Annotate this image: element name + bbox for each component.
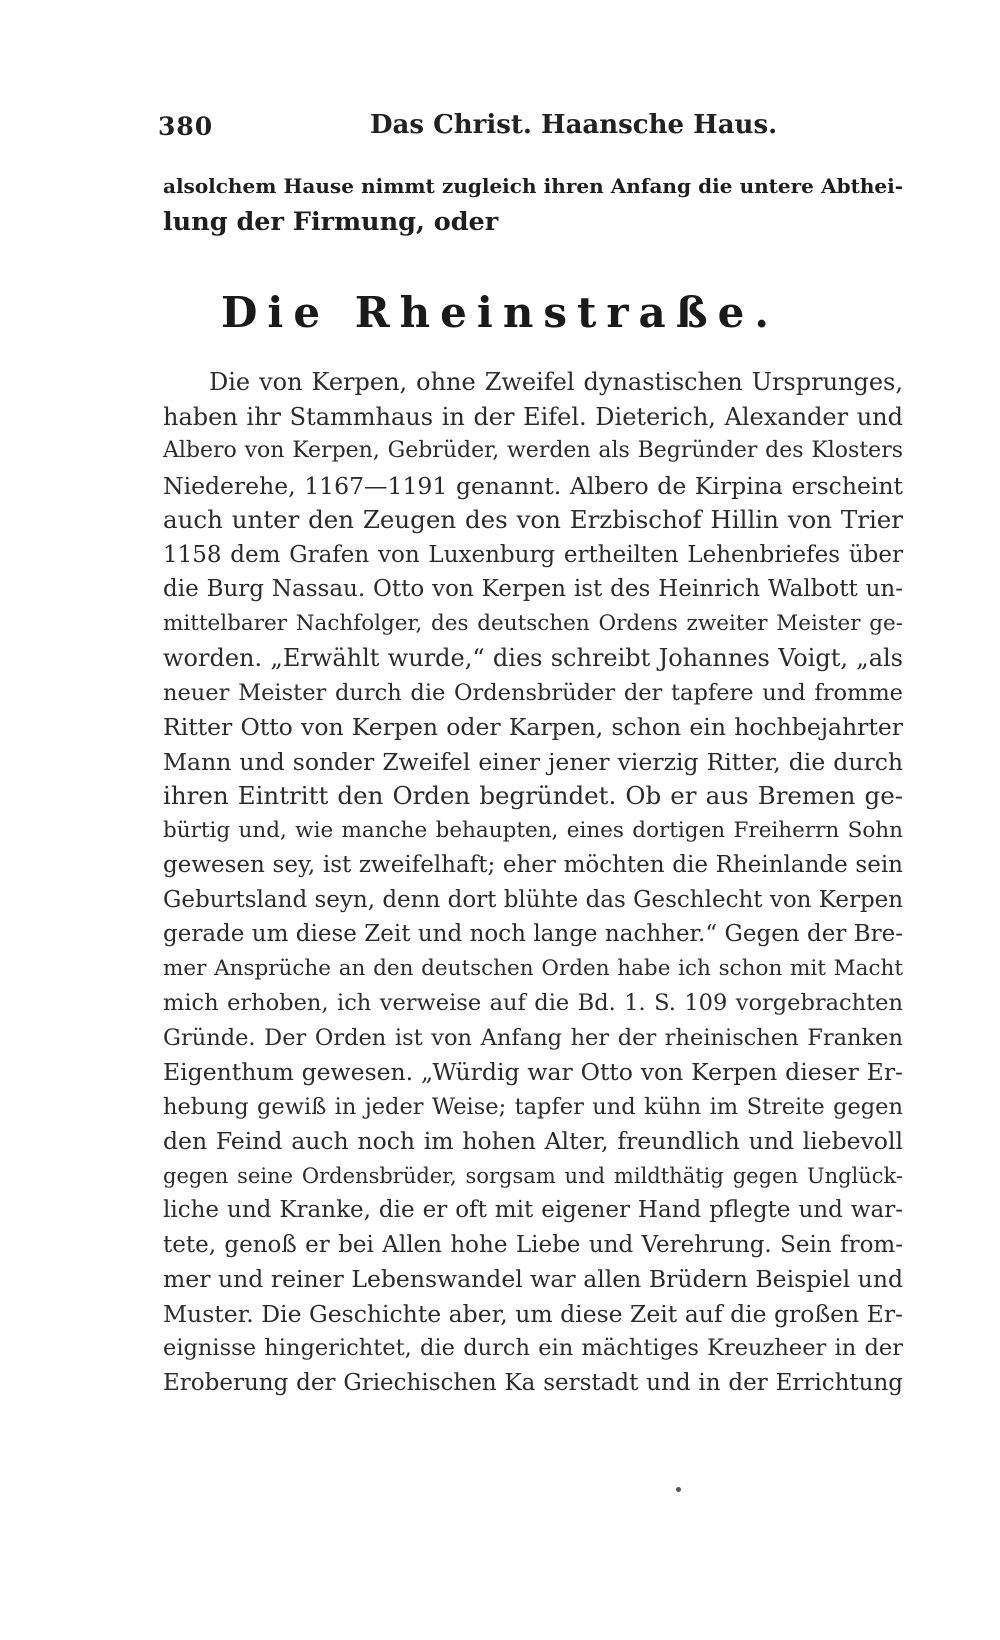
body-line: bürtig und, wie manche behaupten, eines dortigen Freiherrn Sohn <box>163 817 903 843</box>
section-title: Die Rheinstraße. <box>220 288 779 337</box>
body-line: den Feind auch noch im hohen Alter, freundlich und liebevoll <box>163 1127 903 1155</box>
body-line: Gründe. Der Orden ist von Anfang her der rheinischen Franken <box>163 1024 903 1051</box>
body-line: mittelbarer Nachfolger, des deutschen Ordens zweiter Meister ge- <box>163 610 903 636</box>
body-line: mer Ansprüche an den deutschen Orden habe ich schon mit Macht <box>163 955 903 981</box>
body-line: neuer Meister durch die Ordensbrüder der tapfere und fromme <box>163 679 903 706</box>
page-number: 380 <box>158 112 214 141</box>
body-line: gerade um diese Zeit und noch lange nachher.“ Gegen der Bre- <box>163 921 903 947</box>
body-line: ihren Eintritt den Orden begründet. Ob er aus Bremen ge- <box>163 781 903 810</box>
body-line: Eigenthum gewesen. „Würdig war Otto von Kerpen dieser Er- <box>163 1058 903 1086</box>
body-line: mer und reiner Lebenswandel war allen Brüdern Beispiel und <box>163 1265 903 1293</box>
intro-line: alsolchem Hause nimmt zugleich ihren Anfang die untere Abthei- <box>163 174 903 198</box>
body-line: worden. „Erwählt wurde,“ dies schreibt Johannes Voigt, „als <box>163 644 903 672</box>
body-line: Niederehe, 1167—1191 genannt. Albero de Kirpina erscheint <box>163 471 903 500</box>
body-line: gegen seine Ordensbrüder, sorgsam und mildthätig gegen Unglück- <box>163 1163 903 1188</box>
ink-speck <box>676 1487 681 1492</box>
running-head: Das Christ. Haansche Haus. <box>370 110 778 140</box>
body-line: auch unter den Zeugen des von Erzbischof Hillin von Trier <box>163 505 903 534</box>
body-line: eignisse hingerichtet, die durch ein mächtiges Kreuzheer in der <box>163 1335 903 1361</box>
body-line: tete, genoß er bei Allen hohe Liebe und Verehrung. Sein from- <box>163 1231 903 1258</box>
body-line: Eroberung der Griechischen Ka serstadt und in der Errichtung <box>163 1369 903 1396</box>
body-line: Die von Kerpen, ohne Zweifel dynastischen Ursprunges, <box>209 368 903 396</box>
body-line: Geburtsland seyn, denn dort blühte das Geschlecht von Kerpen <box>163 886 904 913</box>
body-line: liche und Kranke, die er oft mit eigener Hand pflegte und war- <box>163 1197 903 1223</box>
body-line: Mann und sonder Zweifel einer jener vierzig Ritter, die durch <box>163 747 903 776</box>
body-line: die Burg Nassau. Otto von Kerpen ist des Heinrich Walbott un- <box>163 576 903 602</box>
body-paragraph <box>163 365 903 1400</box>
intro-line: lung der Firmung, oder <box>163 207 499 237</box>
body-line: gewesen sey, ist zweifelhaft; eher möchten die Rheinlande sein <box>163 852 903 878</box>
intro-paragraph <box>163 168 903 240</box>
body-line: Muster. Die Geschichte aber, um diese Zeit auf die großen Er- <box>163 1299 903 1328</box>
body-line: hebung gewiß in jeder Weise; tapfer und kühn im Streite gegen <box>163 1093 903 1120</box>
body-line: Albero von Kerpen, Gebrüder, werden als Begründer des Klosters <box>163 438 903 463</box>
body-line: mich erhoben, ich verweise auf die Bd. 1. S. 109 vorgebrachten <box>163 990 903 1016</box>
body-line: 1158 dem Grafen von Luxenburg ertheilten Lehenbriefes über <box>163 541 903 568</box>
body-line: Ritter Otto von Kerpen oder Karpen, schon ein hochbejahrter <box>163 713 903 741</box>
body-line: haben ihr Stammhaus in der Eifel. Dieterich, Alexander und <box>163 402 903 431</box>
